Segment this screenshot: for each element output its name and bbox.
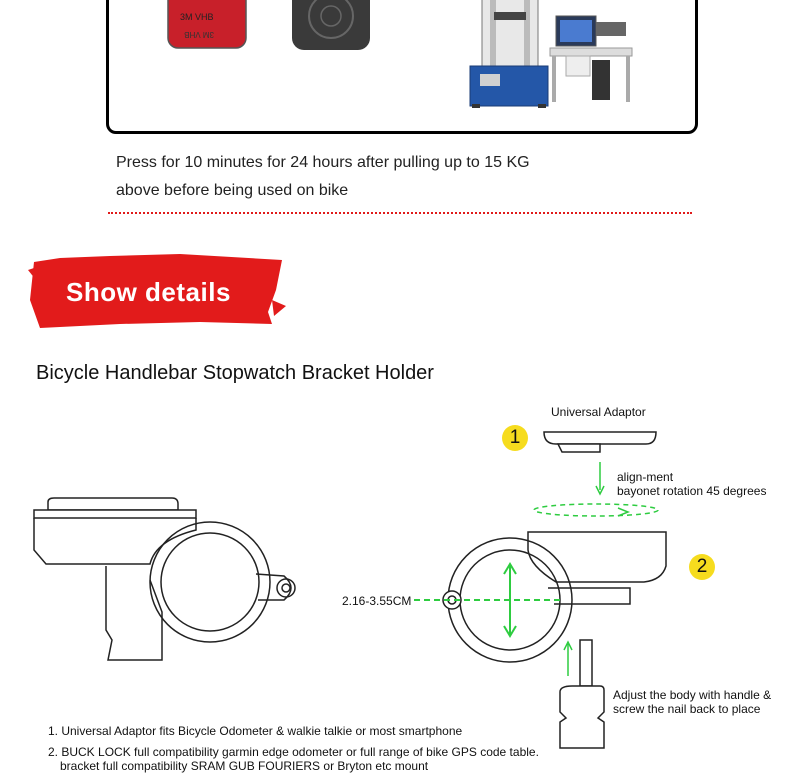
test-note-line-2: above before being used on bike <box>116 182 349 199</box>
show-details-label: Show details <box>66 277 231 307</box>
computer-workstation-image <box>550 16 632 102</box>
step-badge-1: 1 <box>502 425 528 451</box>
note-item-2-cont: bracket full compatibility SRAM GUB FOURIERS or Bryton etc mount <box>60 759 429 773</box>
note-item-1: 1. Universal Adaptor fits Bicycle Odometer & walkie talkie or most smartphone <box>48 724 463 738</box>
test-note-line-1: Press for 10 minutes for 24 hours after pulling up to 15 KG <box>116 154 530 171</box>
mount-base-image <box>292 0 370 50</box>
holder-side-view-diagram <box>34 498 295 660</box>
rotation-arrow <box>534 504 658 516</box>
screw-handle-diagram <box>560 640 604 748</box>
product-title: Bicycle Handlebar Stopwatch Bracket Holder <box>36 362 434 384</box>
universal-adaptor-diagram <box>544 432 656 452</box>
step-badge-2: 2 <box>689 554 715 580</box>
holder-front-view-diagram <box>443 532 666 662</box>
diameter-label: 2.16-3.55CM <box>342 594 412 608</box>
rotation-label-2: bayonet rotation 45 degrees <box>617 484 767 498</box>
tensile-testing-machine-image <box>470 0 548 108</box>
pad-label: 3M VHB <box>180 12 214 22</box>
adjust-label-2: screw the nail back to place <box>613 702 761 716</box>
adjust-label-1: Adjust the body with handle & <box>613 688 772 702</box>
pad-label-mirror: 3M VHB <box>184 30 214 39</box>
note-item-2: 2. BUCK LOCK full compatibility garmin edge odometer or full range of bike GPS code table. <box>48 745 539 759</box>
adaptor-label: Universal Adaptor <box>551 405 646 419</box>
dotted-divider <box>108 212 692 214</box>
rotation-label-1: align-ment <box>617 470 674 484</box>
adhesive-pad-image <box>168 0 246 48</box>
